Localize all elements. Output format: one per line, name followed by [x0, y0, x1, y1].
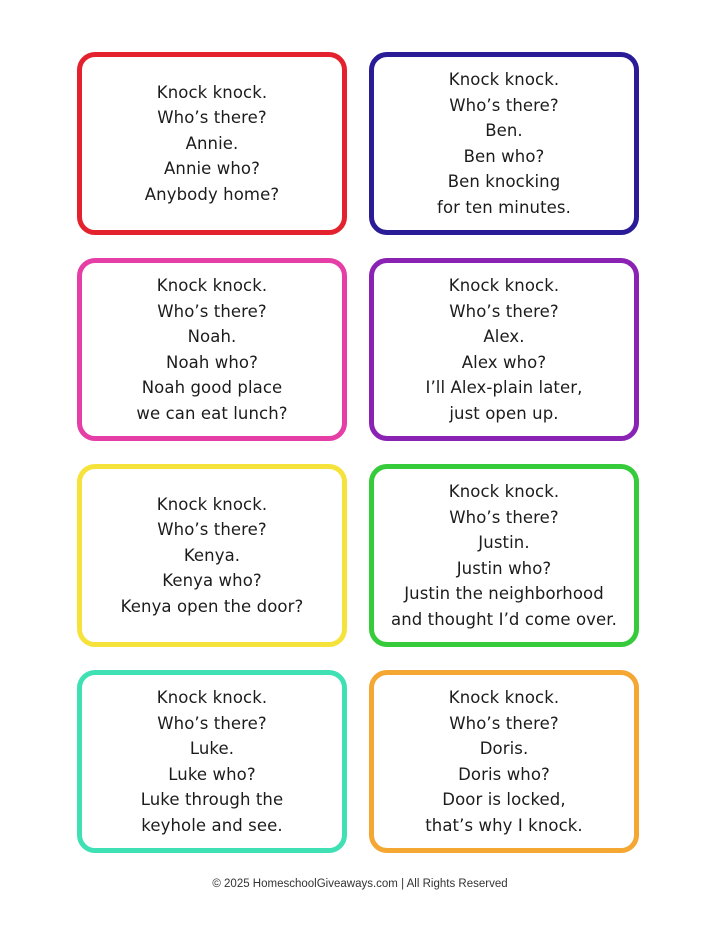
- joke-line: Luke through the: [140, 790, 284, 809]
- joke-line: Knock knock.: [448, 70, 560, 89]
- joke-line: Doris who?: [458, 764, 550, 784]
- joke-line: Annie.: [185, 133, 239, 153]
- joke-card-luke: [77, 670, 347, 853]
- joke-line: Doris.: [479, 739, 529, 758]
- joke-line: for ten minutes.: [437, 197, 571, 217]
- joke-line: Ben knocking: [447, 172, 561, 191]
- joke-line: Justin the neighborhood: [404, 584, 604, 603]
- joke-line: Kenya.: [183, 545, 241, 565]
- joke-line: Noah.: [187, 327, 237, 346]
- joke-line: Door is locked,: [442, 790, 566, 809]
- joke-line: Knock knock.: [448, 276, 560, 295]
- joke-line: Kenya open the door?: [120, 596, 304, 616]
- joke-line: Noah who?: [166, 352, 258, 372]
- joke-line: Luke.: [189, 739, 235, 758]
- joke-line: Anybody home?: [144, 184, 280, 204]
- joke-line: Knock knock.: [156, 82, 268, 102]
- joke-card-noah: [77, 258, 347, 441]
- joke-line: Knock knock.: [156, 688, 268, 707]
- joke-card-alex: [369, 258, 639, 441]
- joke-card-ben: [369, 52, 639, 235]
- joke-line: Who’s there?: [449, 95, 559, 115]
- joke-line: I’ll Alex-plain later,: [425, 378, 583, 397]
- joke-card-kenya: [77, 464, 347, 647]
- joke-line: Ben who?: [463, 146, 545, 166]
- joke-line: and thought I’d come over.: [390, 609, 617, 629]
- joke-line: that’s why I knock.: [425, 815, 583, 835]
- joke-line: Annie who?: [164, 159, 260, 179]
- joke-card-annie: [77, 52, 347, 235]
- joke-line: Noah good place: [141, 378, 283, 397]
- joke-line: keyhole and see.: [141, 815, 283, 835]
- joke-line: just open up.: [449, 403, 559, 423]
- joke-line: Who’s there?: [449, 713, 559, 733]
- joke-line: Justin.: [478, 533, 530, 552]
- joke-line: Who’s there?: [157, 520, 267, 540]
- joke-line: Ben.: [485, 121, 523, 140]
- joke-line: Knock knock.: [448, 688, 560, 707]
- joke-line: Alex who?: [461, 352, 547, 372]
- joke-card-doris: [369, 670, 639, 853]
- joke-line: Alex.: [483, 327, 525, 346]
- joke-line: Who’s there?: [157, 108, 267, 128]
- joke-line: Justin who?: [456, 558, 552, 578]
- joke-line: Who’s there?: [157, 301, 267, 321]
- joke-line: Knock knock.: [156, 494, 268, 514]
- joke-line: Knock knock.: [156, 276, 268, 295]
- joke-line: Who’s there?: [449, 301, 559, 321]
- copyright-footer: © 2025 HomeschoolGiveaways.com | All Rights Reserved: [212, 878, 508, 890]
- joke-line: Who’s there?: [449, 507, 559, 527]
- joke-line: Who’s there?: [157, 713, 267, 733]
- joke-line: Luke who?: [168, 764, 256, 784]
- joke-line: Knock knock.: [448, 482, 560, 501]
- joke-line: Kenya who?: [162, 571, 262, 591]
- joke-card-justin: [369, 464, 639, 647]
- joke-line: we can eat lunch?: [136, 403, 288, 423]
